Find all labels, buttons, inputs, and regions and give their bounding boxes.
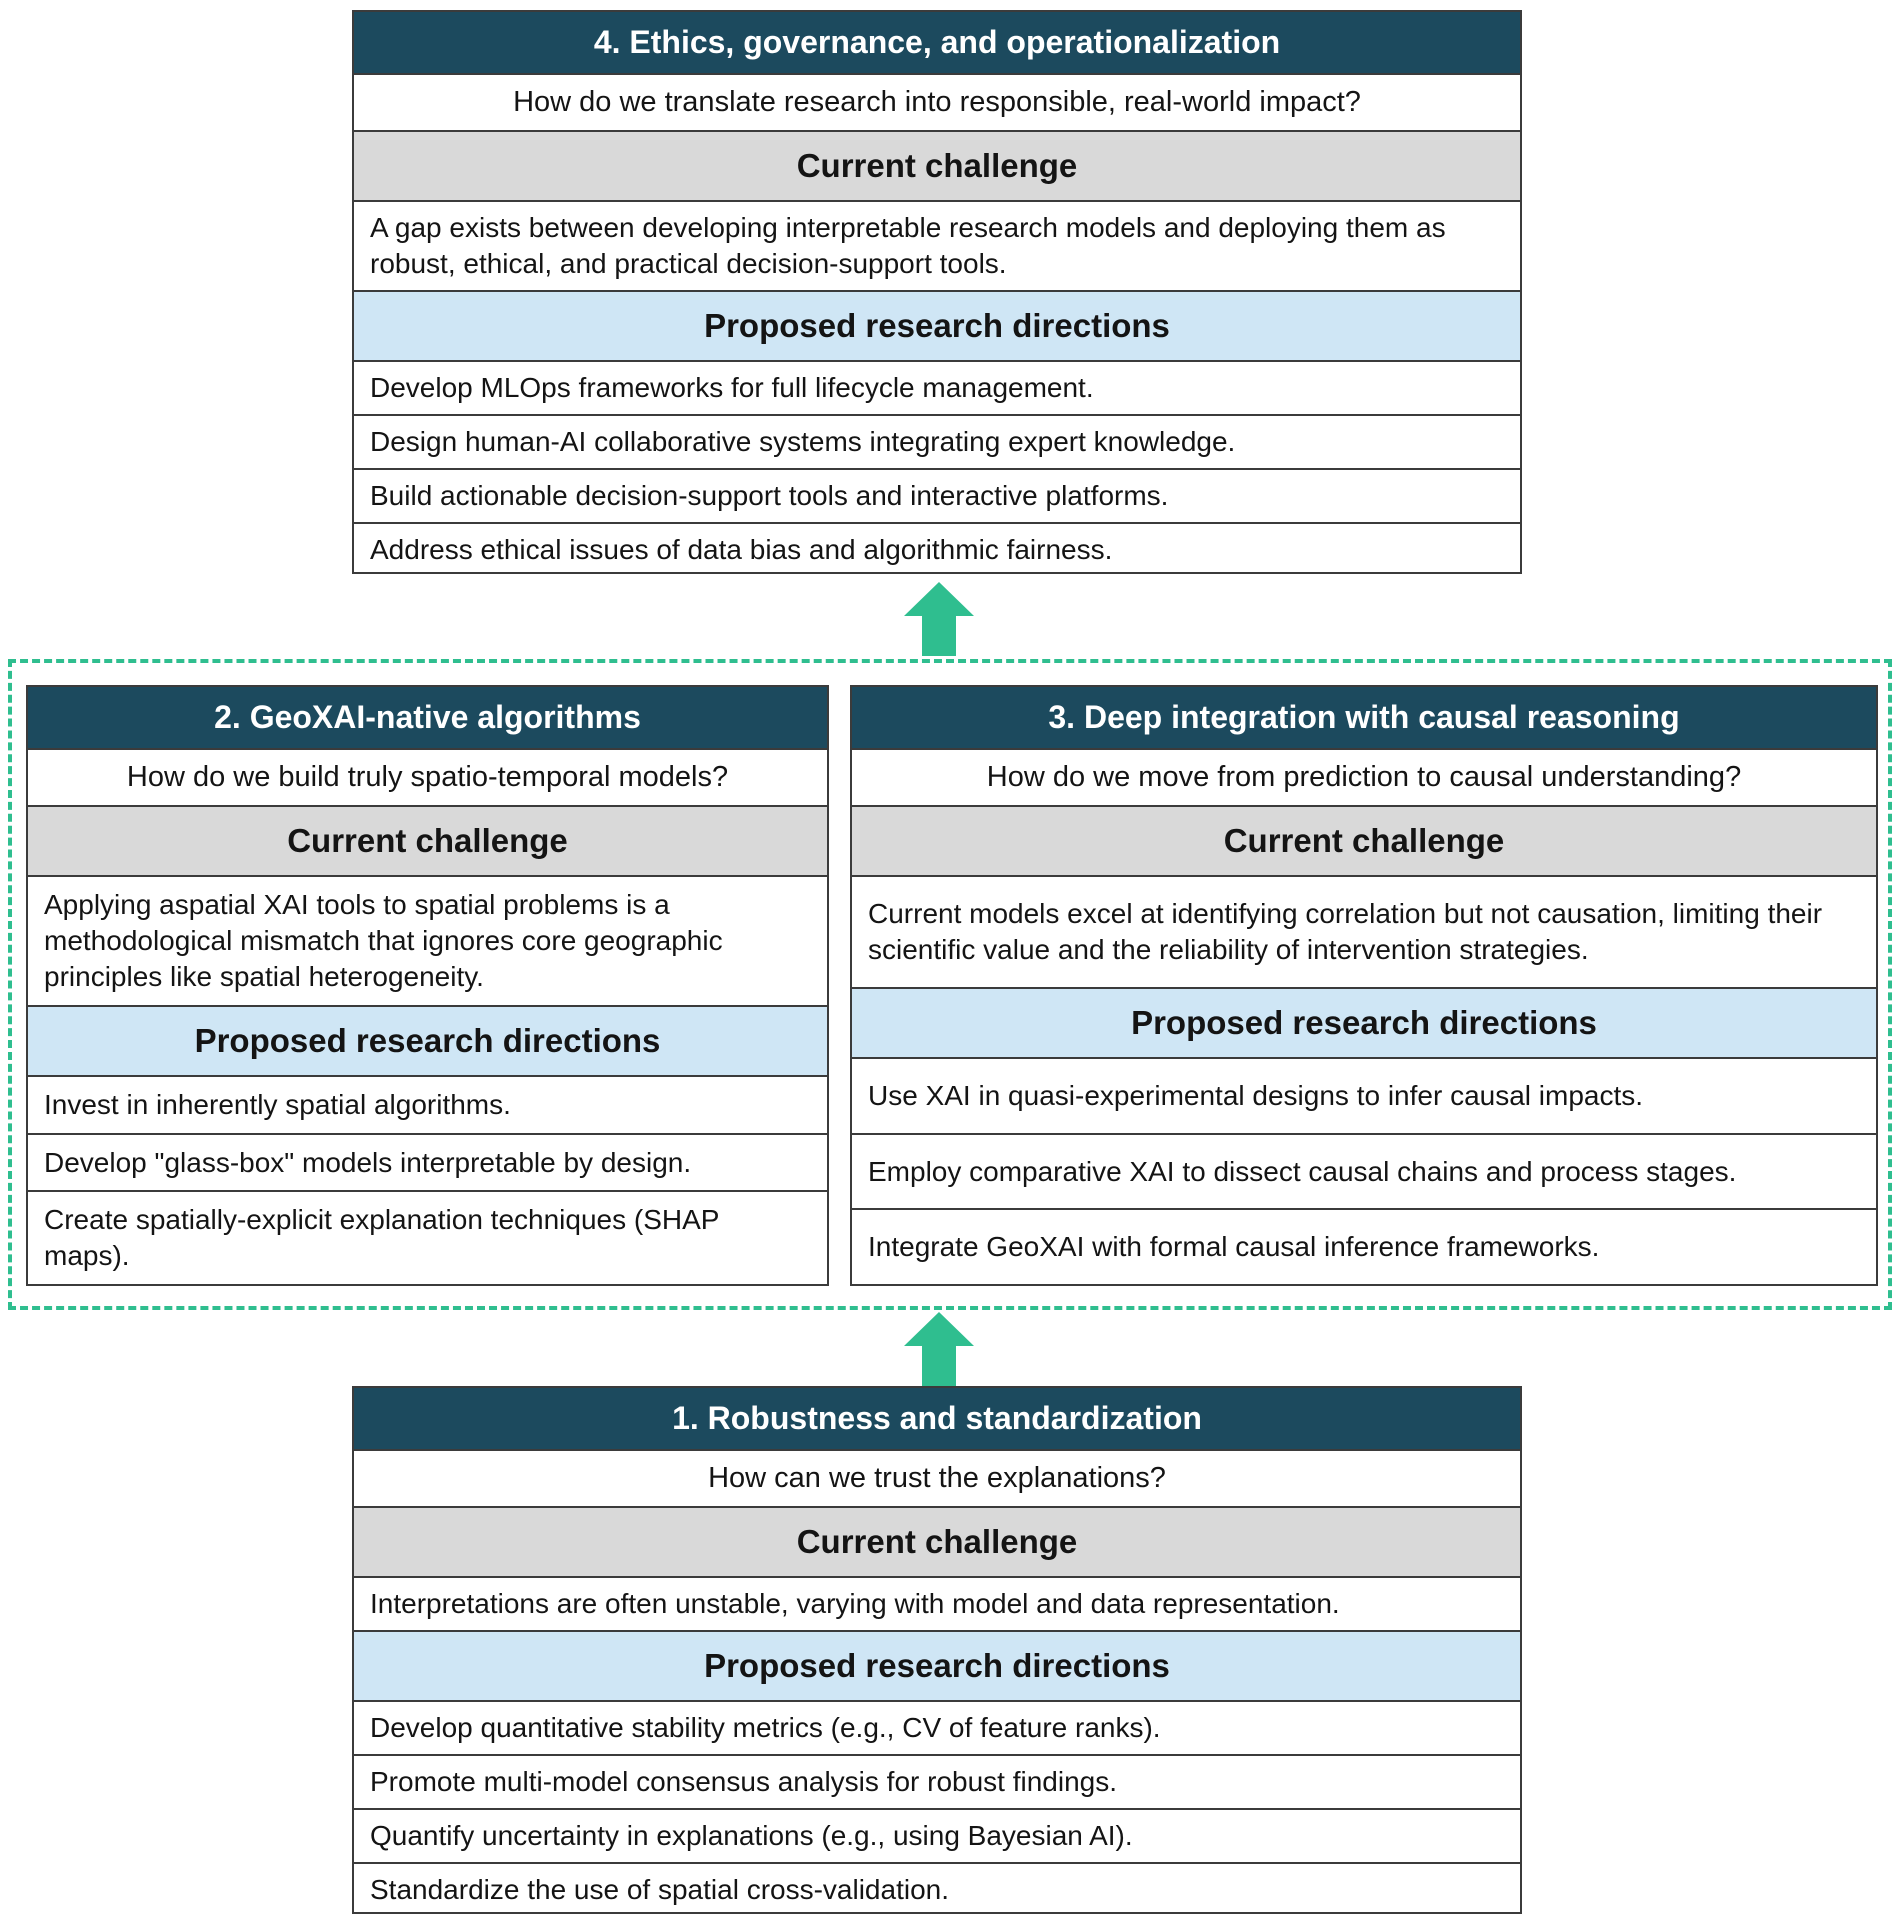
guiding-question: How do we translate research into responsible, real-world impact? [354,73,1520,130]
direction-item: Develop "glass-box" models interpretable by design. [28,1133,827,1191]
card-3-causal-reasoning [850,685,1878,1286]
card-1-robustness [352,1386,1522,1914]
card-2-geoxai-algorithms [26,685,829,1286]
direction-item: Build actionable decision-support tools and interactive platforms. [354,468,1520,522]
current-challenge-header: Current challenge [852,805,1876,875]
directions-header: Proposed research directions [852,987,1876,1057]
directions-header: Proposed research directions [28,1005,827,1075]
direction-item: Design human-AI collaborative systems integrating expert knowledge. [354,414,1520,468]
guiding-question: How do we build truly spatio-temporal models? [28,748,827,805]
card-title: 1. Robustness and standardization [354,1388,1520,1449]
direction-item: Develop MLOps frameworks for full lifecycle management. [354,360,1520,414]
directions-header: Proposed research directions [354,1630,1520,1700]
direction-item: Create spatially-explicit explanation techniques (SHAP maps). [28,1190,827,1284]
guiding-question: How do we move from prediction to causal understanding? [852,748,1876,805]
direction-item: Use XAI in quasi-experimental designs to infer causal impacts. [852,1057,1876,1133]
directions-header: Proposed research directions [354,290,1520,360]
up-arrow-icon [904,1312,974,1386]
challenge-text: Interpretations are often unstable, varying with model and data representation. [354,1576,1520,1630]
direction-item: Standardize the use of spatial cross-validation. [354,1862,1520,1916]
card-title: 3. Deep integration with causal reasoning [852,687,1876,748]
card-title: 4. Ethics, governance, and operationalization [354,12,1520,73]
direction-item: Promote multi-model consensus analysis for robust findings. [354,1754,1520,1808]
card-title: 2. GeoXAI-native algorithms [28,687,827,748]
direction-item: Invest in inherently spatial algorithms. [28,1075,827,1133]
current-challenge-header: Current challenge [354,1506,1520,1576]
direction-item: Integrate GeoXAI with formal causal inference frameworks. [852,1208,1876,1284]
challenge-text: A gap exists between developing interpretable research models and deploying them as robust, ethical, and practical decision-support tools. [354,200,1520,290]
up-arrow-icon [904,582,974,656]
direction-item: Quantify uncertainty in explanations (e.g., using Bayesian AI). [354,1808,1520,1862]
direction-item: Employ comparative XAI to dissect causal chains and process stages. [852,1133,1876,1209]
challenge-text: Applying aspatial XAI tools to spatial problems is a methodological mismatch that ignores core geographic principles like spatial heterogeneity. [28,875,827,1004]
current-challenge-header: Current challenge [354,130,1520,200]
guiding-question: How can we trust the explanations? [354,1449,1520,1506]
current-challenge-header: Current challenge [28,805,827,875]
direction-item: Develop quantitative stability metrics (e.g., CV of feature ranks). [354,1700,1520,1754]
card-4-ethics-governance [352,10,1522,574]
direction-item: Address ethical issues of data bias and algorithmic fairness. [354,522,1520,576]
challenge-text: Current models excel at identifying correlation but not causation, limiting their scientific value and the reliability of intervention strategies. [852,875,1876,986]
